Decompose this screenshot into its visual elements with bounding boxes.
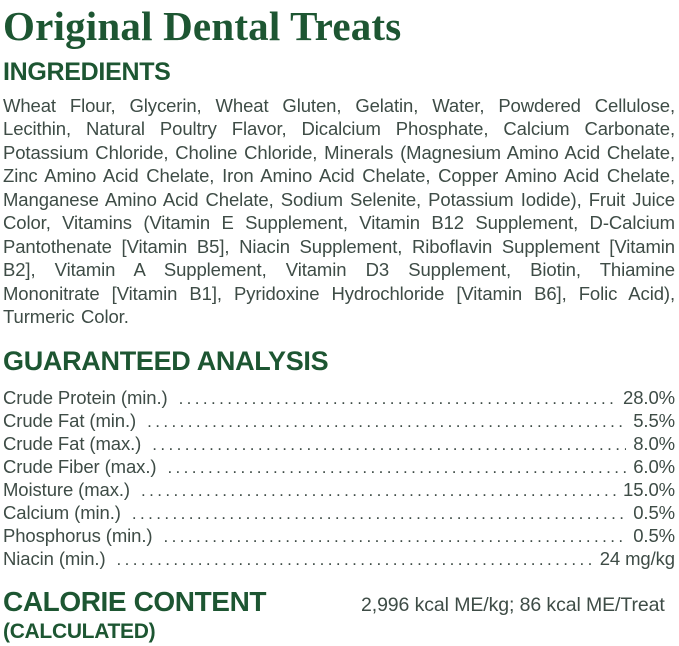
ingredients-heading: INGREDIENTS xyxy=(3,58,171,87)
analysis-row xyxy=(3,455,675,478)
calorie-value: 2,996 kcal ME/kg; 86 kcal ME/Treat xyxy=(361,593,665,616)
analysis-row-label: Crude Fat (max.) xyxy=(3,432,142,454)
dot-leader xyxy=(141,478,616,502)
guaranteed-analysis-table xyxy=(3,386,675,570)
calorie-content-title: CALORIE CONTENT xyxy=(3,585,267,617)
analysis-row-label: Crude Fat (min.) xyxy=(3,409,137,431)
dot-leader xyxy=(163,524,626,548)
dot-leader xyxy=(117,547,593,571)
dot-leader xyxy=(152,432,626,456)
analysis-row-value: 15.0% xyxy=(623,478,675,500)
guaranteed-analysis-heading: GUARANTEED ANALYSIS xyxy=(3,346,329,377)
analysis-row xyxy=(3,478,675,501)
analysis-row-value: 0.5% xyxy=(633,524,675,546)
product-title: Original Dental Treats xyxy=(3,3,402,49)
analysis-row xyxy=(3,432,675,455)
analysis-row-value: 6.0% xyxy=(633,455,675,477)
dot-leader xyxy=(147,409,626,433)
calorie-content-section xyxy=(3,587,675,645)
analysis-row-label: Crude Fiber (max.) xyxy=(3,455,157,477)
analysis-row-label: Niacin (min.) xyxy=(3,547,106,569)
analysis-row-label: Crude Protein (min.) xyxy=(3,386,168,408)
analysis-row xyxy=(3,524,675,547)
analysis-row xyxy=(3,409,675,432)
analysis-row xyxy=(3,547,675,570)
calorie-content-heading xyxy=(3,587,361,645)
analysis-row-value: 24 mg/kg xyxy=(599,547,675,569)
analysis-row-value: 5.5% xyxy=(633,409,675,431)
analysis-row-value: 0.5% xyxy=(633,501,675,523)
dot-leader xyxy=(179,386,616,410)
analysis-row xyxy=(3,386,675,409)
analysis-row-value: 28.0% xyxy=(623,386,675,408)
analysis-row-value: 8.0% xyxy=(633,432,675,454)
analysis-row-label: Phosphorus (min.) xyxy=(3,524,153,546)
ingredients-text: Wheat Flour, Glycerin, Wheat Gluten, Gelatin, Water, Powdered Cellulose, Lecithin, Natural Poultry Flavor, Dicalcium Phosphate, Calcium Carbonate, Potassium Chloride, Choline Chloride, Minerals (Magnesium Amino Acid Chelate, Zinc Amino Acid Chelate, Iron Amino Acid Chelate, Copper Amino Acid Chelate, Manganese Amino Acid Chelate, Sodium Selenite, Potassium Iodide), Fruit Juice Color, Vitamins (Vitamin E Supplement, Vitamin B12 Supplement, D-Calcium Pantothenate [Vitamin B5], Niacin Supplement, Riboflavin Supplement [Vitamin B2], Vitamin A Supplement, Vitamin D3 Supplement, Biotin, Thiamine Mononitrate [Vitamin B1], Pyridoxine Hydrochloride [Vitamin B6], Folic Acid), Turmeric Color. xyxy=(3,94,675,328)
analysis-row-label: Moisture (max.) xyxy=(3,478,130,500)
analysis-row-label: Calcium (min.) xyxy=(3,501,121,523)
analysis-row xyxy=(3,501,675,524)
dot-leader xyxy=(132,501,626,525)
dot-leader xyxy=(167,455,626,479)
calorie-calculated-label: (CALCULATED) xyxy=(3,620,156,644)
